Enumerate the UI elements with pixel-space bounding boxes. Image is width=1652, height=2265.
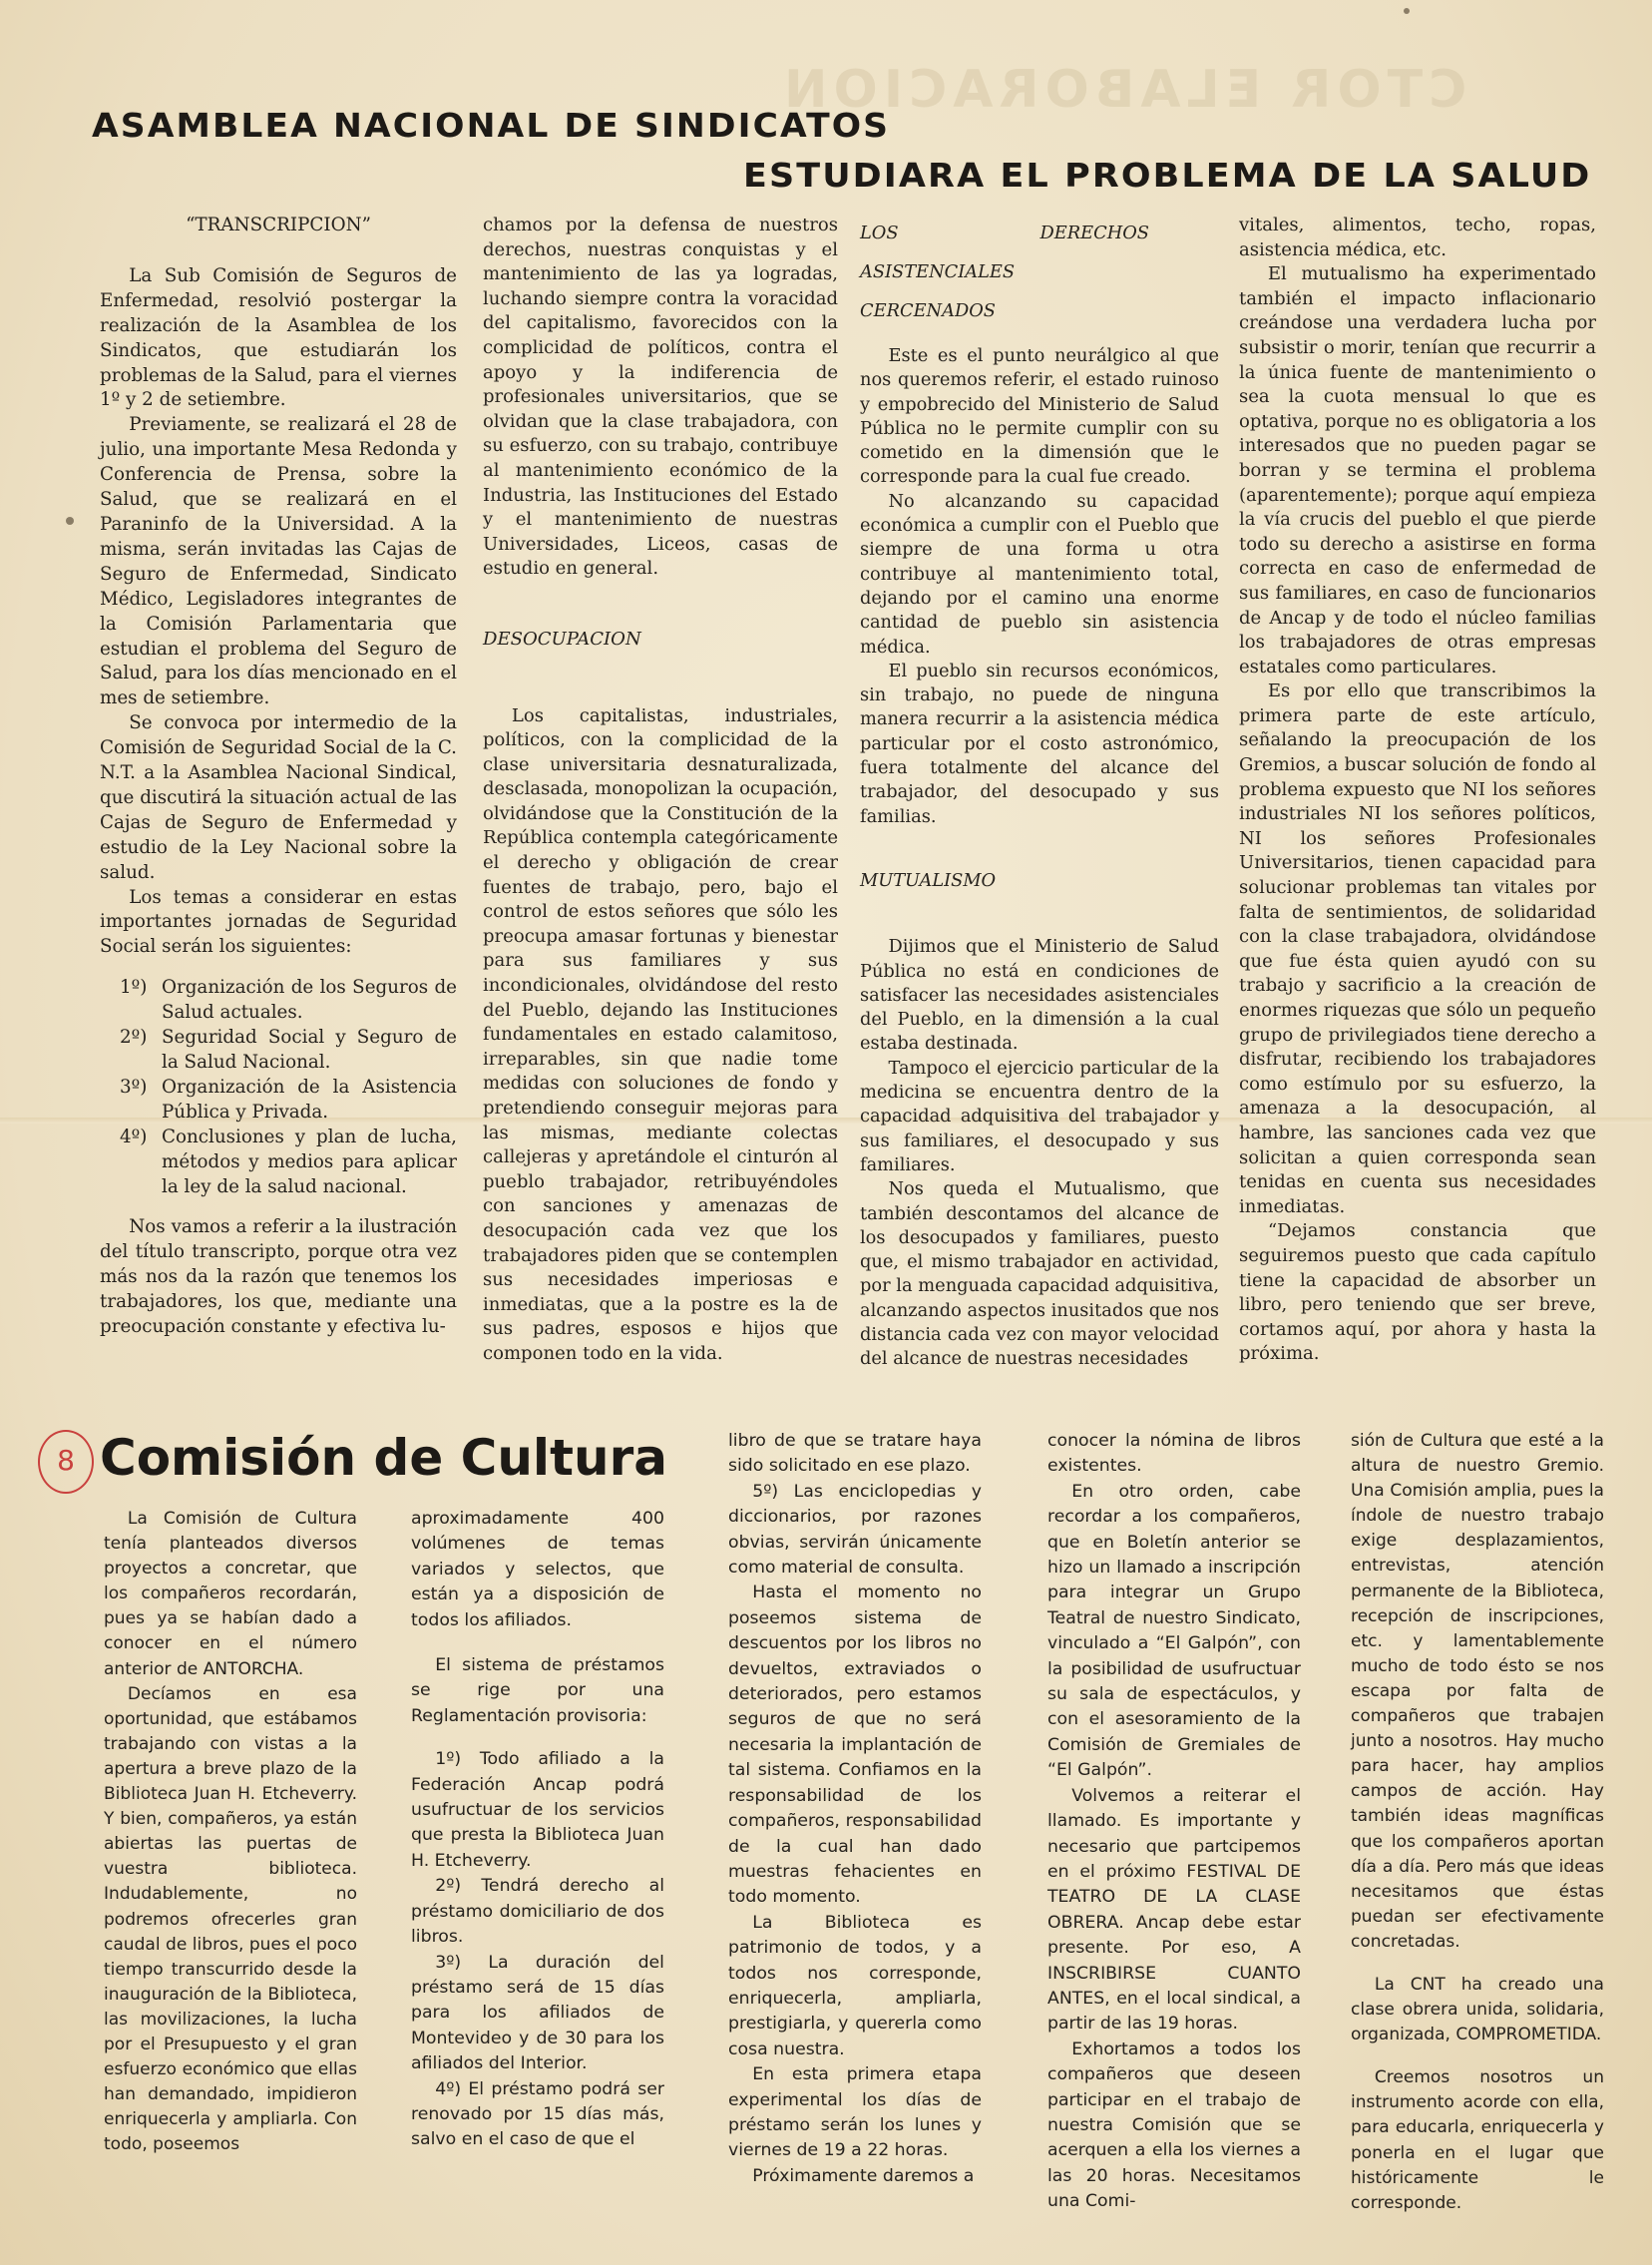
paragraph: Se convoca por intermedio de la Comisión de Seguridad Social de la C. N.T. a la Asamblea Nacional Sindical, que discutirá la situación actual de las Cajas de Seguro de Enfermedad y estudio de la Ley Nacional sobre la salud. (100, 712, 457, 883)
section-heading-desocupacion: DESOCUPACION (483, 628, 641, 650)
paragraph: La Comisión de Cultura tenía planteados diversos proyectos a concretar, que los compañeros recordarán, pues ya se habían dado a conocer en el número anterior de ANTORCHA. (104, 1509, 357, 1679)
list-number: 2º) (120, 1027, 148, 1049)
list-text: Seguridad Social y Seguro de la Salud Nacional. (162, 1027, 457, 1073)
handwritten-page-number: 8 (38, 1430, 94, 1494)
article1-column-1 (100, 214, 457, 1340)
paragraph: La Biblioteca es patrimonio de todos, y a todos nos corresponde, enriquecerla, ampliarla, prestigiarla, y quererla como cosa nuestra. (728, 1912, 982, 2059)
article2-column-1 (104, 1507, 357, 2157)
paragraph: Los temas a considerar en estas importantes jornadas de Seguridad Social serán los siguientes: (100, 886, 457, 958)
paragraph: chamos por la defensa de nuestros derechos, nuestras conquistas y el mantenimiento de las ya logradas, luchando siempre contra la voracidad del capitalismo, favorecidos con la complicidad de políticos, contra el apoyo y la indiferencia de profesionales universitarios, que se olvidan que la clase trabajadora, con su esfuerzo, con su trabajo, contribuye al mantenimiento económico de la Industria, las Instituciones del Estado y el mantenimiento de nuestras Universidades, Liceos, casas de estudio en general. (483, 215, 838, 580)
paragraph: Exhortamos a todos los compañeros que deseen participar en el trabajo de nuestra Comisión que se acerquen a ella los viernes a las 20 horas. Necesitamos una Comi- (1047, 2038, 1301, 2212)
ink-speck (1404, 8, 1410, 14)
list-number: 3º) (120, 1076, 148, 1098)
paragraph: 2º) Tendrá derecho al préstamo domiciliario de dos libros. (411, 1876, 664, 1948)
paragraph: Los capitalistas, industriales, políticos, con la complicidad de la clase universitaria desnaturalizada, desclasada, monopolizan la ocupación, olvidándose que la Constitución de la República contempla categóricamente el derecho y obligación de crear fuentes de trabajo, pero, bajo el control de estos señores que sólo les preocupa amasar fortunas y bienestar para sus familiares y sus incondicionales, olvidándose del resto del Pueblo, dejando las Instituciones fundamentales en estado calamitoso, irreparables, sin que nadie tome medidas con soluciones de fondo y pretendiendo conseguir mejoras para las mismas, mediante colectas callejeras y apretándole el cinturón al pueblo trabajador, retribuyéndoles con sanciones y amenazas de desocupación cada vez que los trabajadores piden que se contemplen sus necesidades imperiosas e inmediatas, que a la postre es la de sus padres, esposos e hijos que componen todo en la vida. (483, 704, 838, 1364)
paragraph: El sistema de préstamos se rige por una Reglamentación provisoria: (411, 1655, 664, 1726)
paragraph: sión de Cultura que esté a la altura de nuestro Gremio. Una Comisión amplia, pues la índole de nuestro trabajo exige desplazamientos, entrevistas, atención permanente de la Biblioteca, recepción de inscripciones, etc. y lamentablemente mucho de todo ésto se nos escapa por falta de compañeros que trabajen junto a nosotros. Hay mucho para hacer, hay amplios campos de acción. Hay también ideas magníficas que los compañeros aportan día a día. Pero más que ideas necesitamos que éstas puedan ser efectivamente concretadas. (1351, 1431, 1604, 1952)
article2-column-2 (411, 1507, 664, 2153)
paragraph: Volvemos a reiterar el llamado. Es importante y necesario que partcipemos en el próximo FESTIVAL DE TEATRO DE LA CLASE OBRERA. Ancap debe estar presente. Por eso, A INSCRIBIRSE CUANTO ANTES, en el local sindical, a partir de las 19 horas. (1047, 1785, 1301, 2035)
paragraph: La CNT ha creado una clase obrera unida, solidaria, organizada, COMPROMETIDA. (1351, 1974, 1604, 2045)
headline-line-1: ASAMBLEA NACIONAL DE SINDICATOS (92, 106, 891, 145)
paragraph: La Sub Comisión de Seguros de Enfermedad, resolvió postergar la realización de la Asamblea de los Sindicatos, que estudiarán los problemas de la Salud, para el viernes 1º y 2 de setiembre. (100, 264, 457, 411)
paragraph: Próximamente daremos a (752, 2165, 975, 2186)
article1-column-4 (1239, 214, 1596, 1367)
paragraph: Dijimos que el Ministerio de Salud Pública no está en condiciones de satisfacer las necesidades asistenciales del Pueblo, en la dimensión a la cual estaba destinada. (860, 936, 1219, 1055)
paragraph: Nos queda el Mutualismo, que también descontamos del alcance de los desocupados y familiares, puesto que, el mismo trabajador en actividad, por la menguada capacidad adquisitiva, alcanzando aspectos inusitados que nos distancia cada vez con mayor velocidad del alcance de nuestras necesidades (860, 1178, 1219, 1370)
topics-list (100, 976, 457, 1199)
list-item (100, 1126, 457, 1200)
article2-column-3 (728, 1429, 982, 2189)
paragraph: 5º) Las enciclopedias y diccionarios, por razones obvias, servirán únicamente como material de consulta. (728, 1481, 982, 1579)
paragraph: No alcanzando su capacidad económica a cumplir con el Pueblo que siempre de una forma u otra contribuye al mantenimiento total, dejando por el camino una enorme cantidad de pueblo sin asistencia médica. (860, 490, 1219, 658)
paragraph: Es por ello que transcribimos la primera parte de este artículo, señalando la preocupación de los Gremios, a buscar solución de fondo al problema expuesto que NI los señores industriales NI los señores políticos, NI los señores Profesionales Universitarios, tienen capacidad para solucionar problemas tan vitales por falta de sentimientos, de solidaridad con la clase trabajadora, olvidándose que fue ésta quien ayudó con su trabajo y sacrificio a la creación de enormes riquezas que sólo un pequeño grupo de privilegiados tiene derecho a disfrutar, recibiendo los trabajadores como estímulo por su esfuerzo, la amenaza a la desocupación, al hambre, las sanciones cada vez que solicitan a quien corresponda sean tenidas en cuenta sus necesidades inmediatas. (1239, 680, 1596, 1217)
paragraph: 4º) El préstamo podrá ser renovado por 15 días más, salvo en el caso de que el (411, 2078, 664, 2150)
article1-column-2 (483, 214, 838, 1367)
paragraph: “Dejamos constancia que seguiremos puesto que cada capítulo tiene la capacidad de absorber un libro, pero teniendo que ser breve, cortamos aquí, por ahora y hasta la próxima. (1239, 1220, 1596, 1365)
section-heading-mutualismo: MUTUALISMO (860, 869, 997, 891)
paragraph: Este es el punto neurálgico al que nos queremos referir, el estado ruinoso y empobrecido del Ministerio de Salud Pública no le permite cumplir con su cometido en la dimensión que le corresponde para la cual fue creado. (860, 345, 1219, 488)
paragraph: libro de que se tratare haya sido solicitado en ese plazo. (728, 1431, 982, 1477)
article1-column-3 (860, 214, 1219, 1372)
paragraph: Previamente, se realizará el 28 de julio, una importante Mesa Redonda y Conferencia de Prensa, sobre la Salud, que se realizará en el Paraninfo de la Universidad. A la misma, serán invitadas las Cajas de Seguro de Enfermedad, Sindicato Médico, Legisladores integrantes de la Comisión Parlamentaria que estudian el problema del Seguro de Salud, para los días mencionado en el mes de setiembre. (100, 414, 457, 709)
section-heading-derechos: LOS DERECHOS ASISTENCIALES CERCENADOS (860, 223, 1149, 321)
paragraph: 1º) Todo afiliado a la Federación Ancap podrá usufructuar de los servicios que presta la Biblioteca Juan H. Etcheverry. (411, 1749, 664, 1871)
transcripcion-heading: “TRANSCRIPCION” (186, 215, 371, 235)
section-title-comision-cultura: Comisión de Cultura (100, 1429, 667, 1487)
ink-speck (66, 517, 74, 525)
list-number: 4º) (120, 1126, 148, 1147)
list-number: 1º) (120, 977, 148, 999)
list-item (100, 976, 457, 1026)
article2-column-4 (1047, 1429, 1301, 2215)
paragraph: El mutualismo ha experimentado también el impacto inflacionario creándose una verdadera lucha por subsistir o morir, tenían que recurrir a la única fuente de mantenimiento o sea la cuota mensual lo que es optativa, porque no es obligatoria a los interesados que no pueden pagar se borran y se termina el problema (aparentemente); porque aquí empieza la vía crucis del pueblo el que pierde todo su derecho a asistirse en forma correcta en caso de enfermedad de sus familiares, en caso de funcionarios de Ancap y de todo el núcleo familias los trabajadores de otras empresas estatales como particulares. (1239, 263, 1596, 678)
list-text: Conclusiones y plan de lucha, métodos y medios para aplicar la ley de la salud nacional. (162, 1126, 457, 1197)
paragraph: Hasta el momento no poseemos sistema de descuentos por los libros no devueltos, extraviados o deteriorados, pero estamos seguros de que no será necesaria la implantación de tal sistema. Confiamos en la responsabilidad de los compañeros, responsabilidad de la cual han dado muestras fehacientes en todo momento. (728, 1583, 982, 1908)
list-item (100, 1026, 457, 1076)
list-text: Organización de los Seguros de Salud actuales. (162, 977, 457, 1024)
paragraph: El pueblo sin recursos económicos, sin trabajo, no puede de ninguna manera recurrir a la asistencia médica particular por el costo astronómico, fuera totalmente del alcance del trabajador, del desocupado y sus familias. (860, 660, 1219, 827)
paragraph: Decíamos en esa oportunidad, que estábamos trabajando con vistas a la apertura a breve plazo de la Biblioteca Juan H. Etcheverry. Y bien, compañeros, ya están abiertas las puertas de vuestra biblioteca. Indudablemente, no podremos ofrecerles gran caudal de libros, pues el poco tiempo transcurrido desde la inauguración de la Biblioteca, las movilizaciones, la lucha por el Presupuesto y el gran esfuerzo económico que ellas han demandado, impidieron enriquecerla y ampliarla. Con todo, poseemos (104, 1683, 357, 2155)
paragraph: Nos vamos a referir a la ilustración del título transcripto, porque otra vez más nos da la razón que tenemos los trabajadores, los que, mediante una preocupación constante y efectiva lu- (100, 1216, 457, 1338)
bleed-through-text: CTOR ELABORACION (778, 60, 1467, 120)
headline-line-2: ESTUDIARA EL PROBLEMA DE LA SALUD (743, 156, 1592, 195)
paragraph: vitales, alimentos, techo, ropas, asistencia médica, etc. (1239, 215, 1596, 260)
paragraph: Creemos nosotros un instrumento acorde con ella, para educarla, enriquecerla y ponerla en el lugar que históricamente le corresponde. (1351, 2067, 1604, 2213)
article2-column-5 (1351, 1429, 1604, 2216)
paragraph: conocer la nómina de libros existentes. (1047, 1431, 1301, 1477)
list-text: Organización de la Asistencia Pública y Privada. (162, 1076, 457, 1123)
paragraph: Tampoco el ejercicio particular de la medicina se encuentra dentro de la capacidad adquisitiva del trabajador y sus familiares, el desocupado y sus familiares. (860, 1057, 1219, 1175)
paragraph: 3º) La duración del préstamo será de 15 días para los afiliados de Montevideo y de 30 para los afiliados del Interior. (411, 1952, 664, 2074)
paragraph: aproximadamente 400 volúmenes de temas variados y selectos, que están ya a disposición de todos los afiliados. (411, 1509, 664, 1630)
paragraph: En otro orden, cabe recordar a los compañeros, que en Boletín anterior se hizo un llamado a inscripción para integrar un Grupo Teatral de nuestro Sindicato, vinculado a “El Galpón”, con la posibilidad de usufructuar su sala de espectáculos, y con el asesoramiento de la Comisión de Gremiales de “El Galpón”. (1047, 1481, 1301, 1781)
list-item (100, 1076, 457, 1126)
paragraph: En esta primera etapa experimental los días de préstamo serán los lunes y viernes de 19 a 22 horas. (728, 2064, 982, 2161)
